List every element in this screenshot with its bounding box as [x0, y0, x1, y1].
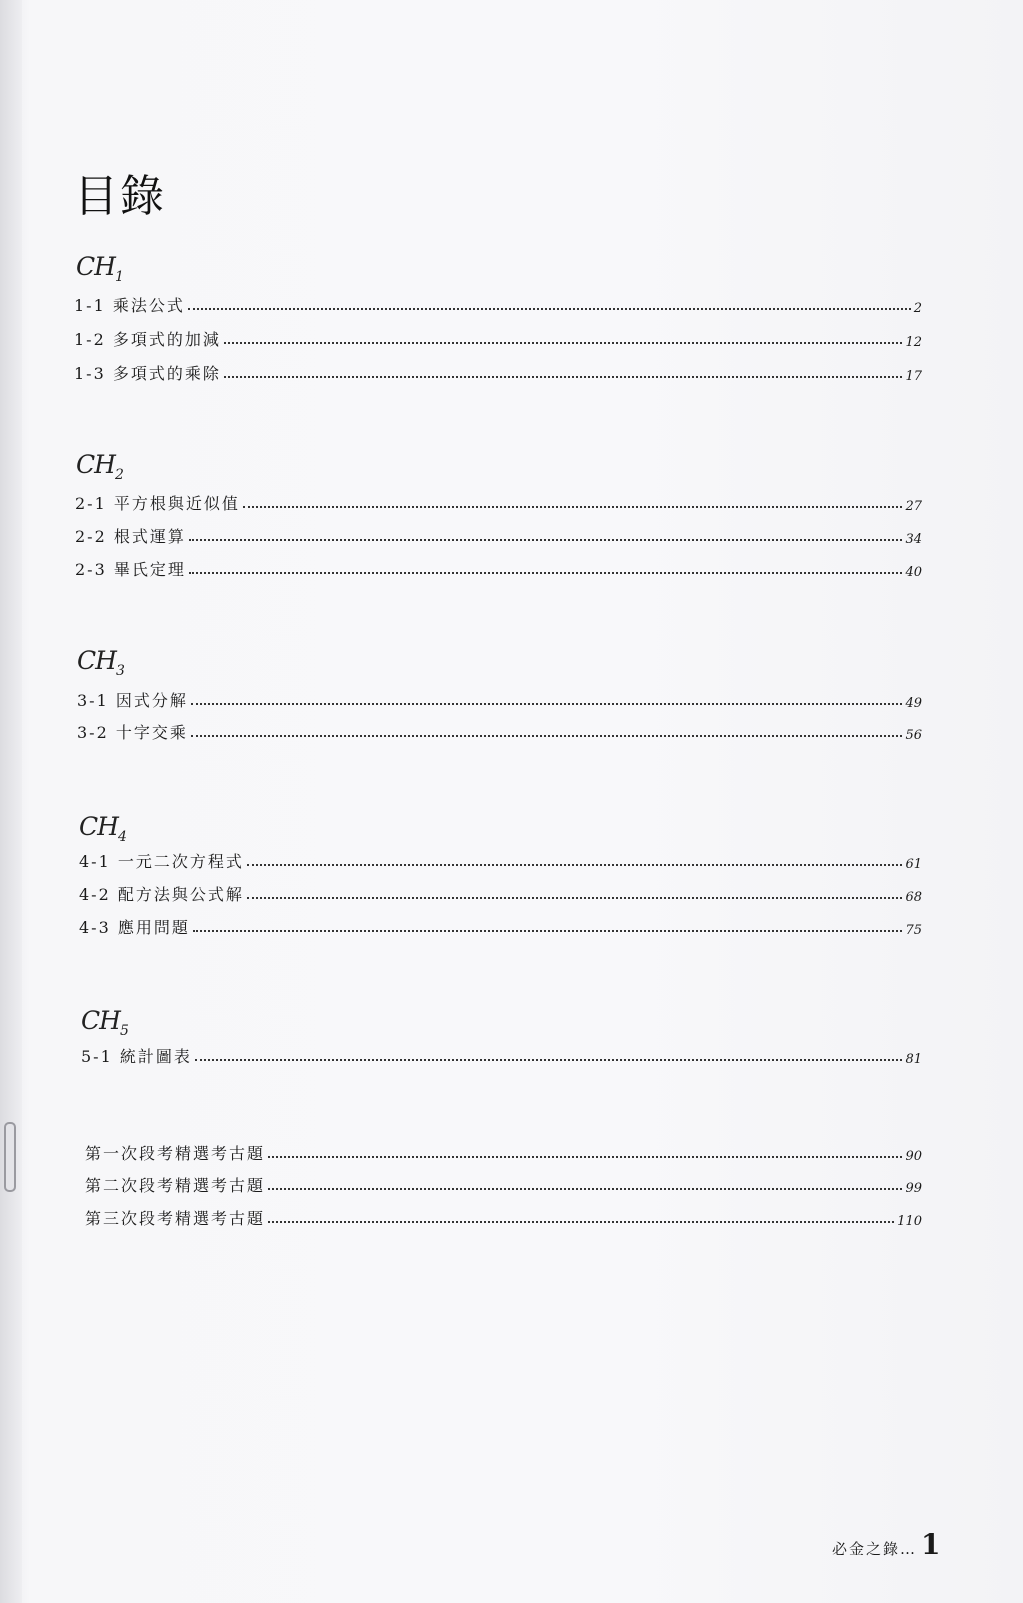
toc-entry-page: 27	[905, 499, 922, 514]
toc-entry[interactable]	[75, 552, 922, 580]
leader-dots	[268, 1156, 902, 1158]
leader-dots	[193, 930, 903, 932]
toc-entry-page: 17	[905, 369, 922, 384]
toc-entry-exam[interactable]	[85, 1168, 922, 1196]
toc-entry-page: 61	[905, 857, 922, 872]
leader-dots	[247, 897, 903, 899]
toc-entry-page: 68	[905, 890, 922, 905]
toc-entry-page: 40	[905, 565, 922, 580]
toc-entry[interactable]	[74, 288, 922, 316]
toc-entry-label: 4-3 應用問題	[79, 918, 190, 937]
toc-entry-label: 5-1 統計圖表	[81, 1047, 192, 1066]
toc-entry-label: 1-1 乘法公式	[74, 296, 185, 315]
toc-entry-label: 1-2 多項式的加減	[74, 330, 221, 349]
toc-entry[interactable]	[74, 356, 922, 384]
leader-dots	[268, 1188, 902, 1190]
toc-entry-label: 2-2 根式運算	[75, 527, 186, 546]
chapter-heading-number: 3	[115, 663, 124, 679]
toc-entry[interactable]	[81, 1039, 922, 1067]
chapter-heading-number: 5	[119, 1023, 128, 1039]
chapter-heading-5	[81, 1006, 128, 1039]
toc-entry-page: 81	[905, 1052, 922, 1067]
toc-entry[interactable]	[75, 519, 922, 547]
leader-dots	[189, 539, 903, 541]
page-title: 目錄	[74, 171, 166, 222]
toc-entry-page: 56	[905, 728, 922, 743]
chapter-heading-text: CH	[79, 812, 118, 841]
leader-dots	[195, 1059, 903, 1061]
leader-dots	[189, 572, 903, 574]
leader-dots	[247, 864, 903, 866]
toc-entry-label: 2-1 平方根與近似值	[75, 494, 240, 513]
toc-entry[interactable]	[79, 844, 922, 872]
chapter-heading-2	[76, 450, 123, 483]
toc-entry-label: 3-2 十字交乘	[77, 723, 188, 742]
chapter-heading-number: 1	[114, 269, 123, 285]
chapter-heading-text: CH	[76, 252, 115, 281]
toc-entry[interactable]	[77, 683, 922, 711]
chapter-heading-text: CH	[76, 450, 115, 479]
toc-entry-label: 第一次段考精選考古題	[85, 1144, 266, 1163]
toc-entry-label: 第二次段考精選考古題	[85, 1176, 266, 1195]
chapter-heading-text: CH	[81, 1006, 120, 1035]
chapter-heading-4	[79, 812, 126, 845]
binding-staple	[4, 1122, 16, 1192]
leader-dots	[243, 506, 903, 508]
toc-entry-exam[interactable]	[85, 1136, 922, 1164]
toc-entry-page: 75	[905, 923, 922, 938]
binding-edge	[0, 0, 22, 1603]
toc-entry-page: 99	[905, 1181, 922, 1196]
leader-dots	[188, 308, 911, 310]
leader-dots	[224, 376, 903, 378]
toc-entry[interactable]	[79, 877, 922, 905]
chapter-heading-number: 4	[117, 829, 126, 845]
toc-entry-page: 34	[905, 532, 922, 547]
toc-entry-label: 第三次段考精選考古題	[85, 1209, 266, 1228]
page-footer	[832, 1528, 941, 1561]
chapter-heading-number: 2	[114, 467, 123, 483]
toc-entry-label: 2-3 畢氏定理	[75, 560, 186, 579]
toc-entry-page: 12	[905, 335, 922, 350]
chapter-heading-3	[77, 646, 124, 679]
leader-dots	[191, 703, 903, 705]
leader-dots	[268, 1221, 894, 1223]
toc-entry-label: 3-1 因式分解	[77, 691, 188, 710]
toc-entry-page: 110	[897, 1214, 922, 1229]
toc-entry[interactable]	[74, 322, 922, 350]
toc-entry[interactable]	[79, 910, 922, 938]
chapter-heading-1	[76, 252, 123, 285]
toc-entry[interactable]	[75, 486, 922, 514]
chapter-heading-text: CH	[77, 646, 116, 675]
toc-entry-page: 2	[913, 301, 922, 316]
toc-entry-page: 49	[905, 696, 922, 711]
toc-entry-label: 4-2 配方法與公式解	[79, 885, 244, 904]
toc-entry-exam[interactable]	[85, 1201, 922, 1229]
leader-dots	[191, 735, 903, 737]
leader-dots	[224, 342, 903, 344]
toc-entry[interactable]	[77, 715, 922, 743]
page-number: 1	[921, 1528, 941, 1561]
toc-entry-label: 4-1 一元二次方程式	[79, 852, 244, 871]
footer-text: 必金之錄…	[832, 1540, 918, 1558]
toc-entry-page: 90	[905, 1149, 922, 1164]
toc-entry-label: 1-3 多項式的乘除	[74, 364, 221, 383]
